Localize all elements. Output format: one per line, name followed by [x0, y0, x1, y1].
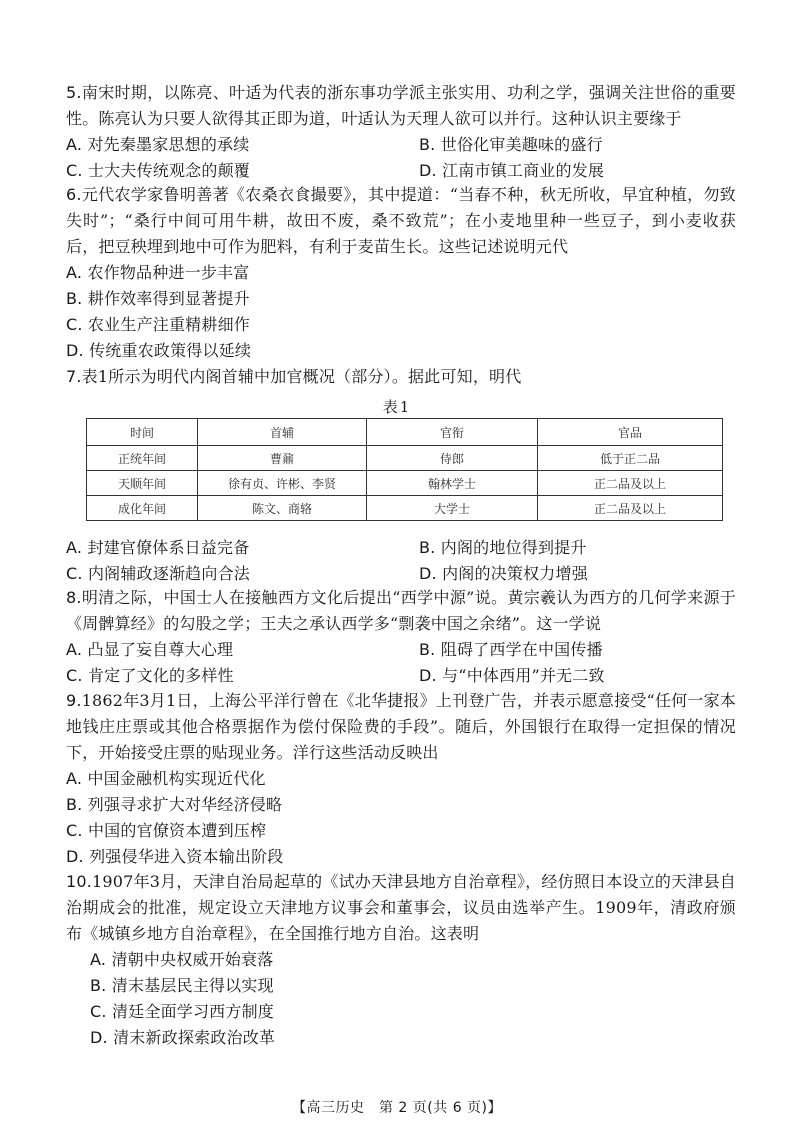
question-number: 6. [66, 185, 82, 204]
option-letter: B. [66, 795, 83, 814]
option-a[interactable] [66, 535, 419, 561]
option-c[interactable] [90, 999, 736, 1025]
table-cell: 低于正二品 [538, 446, 723, 471]
options-list [66, 766, 736, 870]
option-letter: A. [66, 135, 83, 154]
option-b[interactable] [66, 286, 736, 312]
column-header: 首辅 [198, 419, 367, 446]
options-list [66, 637, 736, 689]
question-number: 9. [66, 691, 82, 710]
option-text: 清末基层民主得以实现 [111, 976, 274, 995]
option-letter: B. [66, 289, 83, 308]
table-cell: 陈文、商辂 [198, 496, 367, 521]
data-table [86, 418, 723, 521]
question-10 [66, 869, 736, 1051]
option-b[interactable] [419, 637, 736, 663]
option-text: 农作物品种进一步丰富 [87, 263, 250, 282]
table-cell: 正二品及以上 [538, 471, 723, 496]
options-list [66, 260, 736, 364]
option-text: 列强侵华进入资本输出阶段 [89, 847, 284, 866]
option-a[interactable] [66, 260, 736, 286]
option-c[interactable] [66, 663, 419, 689]
option-letter: C. [66, 315, 83, 334]
option-letter: A. [66, 538, 83, 557]
table-row [87, 496, 723, 521]
question-6 [66, 182, 736, 364]
option-d[interactable] [419, 158, 736, 184]
table-cell: 正统年间 [87, 446, 198, 471]
table-cell: 徐有贞、许彬、李贤 [198, 471, 367, 496]
option-text: 阻碍了西学在中国传播 [440, 640, 603, 659]
option-text: 清朝中央权威开始衰落 [111, 950, 274, 969]
option-d[interactable] [66, 844, 736, 870]
question-7 [66, 364, 736, 390]
table-caption: 表1 [382, 398, 412, 416]
option-text: 列强寻求扩大对华经济侵略 [87, 795, 283, 814]
option-text: 清末新政探索政治改革 [113, 1028, 276, 1047]
question-stem [66, 869, 736, 947]
question-text: 南宋时期，以陈亮、叶适为代表的浙东事功学派主张实用、功利之学，强调关注世俗的重要性。陈亮认为只要人欲得其正即为道，叶适认为天理人欲可以并行。这种认识主要缘于 [66, 83, 736, 128]
option-letter: C. [66, 666, 83, 685]
column-header: 官衔 [367, 419, 538, 446]
question-stem [66, 80, 736, 132]
table-row [87, 471, 723, 496]
option-a[interactable] [66, 132, 419, 158]
option-letter: D. [419, 666, 437, 685]
option-c[interactable] [66, 158, 419, 184]
option-letter: B. [419, 538, 436, 557]
option-d[interactable] [66, 338, 736, 364]
option-letter: D. [419, 161, 437, 180]
option-letter: C. [90, 1002, 107, 1021]
column-header: 时间 [87, 419, 198, 446]
option-b[interactable] [419, 132, 736, 158]
option-a[interactable] [90, 947, 736, 973]
page-footer: 【高三历史 第 2 页(共 6 页)】 [291, 1100, 503, 1116]
question-text: 表1所示为明代内阁首辅中加官概况（部分）。据此可知，明代 [81, 367, 522, 386]
option-letter: C. [66, 821, 83, 840]
option-letter: A. [66, 769, 83, 788]
table-cell: 曹鼐 [198, 446, 367, 471]
table-cell: 天顺年间 [87, 471, 198, 496]
option-text: 士大夫传统观念的颠覆 [87, 161, 250, 180]
question-number: 5. [66, 83, 82, 102]
option-text: 耕作效率得到显著提升 [87, 289, 250, 308]
option-text: 内阁的决策权力增强 [442, 564, 588, 583]
table-cell: 翰林学士 [367, 471, 538, 496]
option-letter: D. [66, 847, 84, 866]
option-b[interactable] [66, 792, 736, 818]
option-text: 江南市镇工商业的发展 [442, 161, 605, 180]
option-text: 世俗化审美趣味的盛行 [440, 135, 603, 154]
question-5 [66, 80, 736, 184]
question-text: 明清之际，中国士人在接触西方文化后提出“西学中源”说。黄宗羲认为西方的几何学来源于《周髀算经》的勾股之学；王夫之承认西学多“剽袭中国之余绪”。这一学说 [66, 588, 736, 633]
option-text: 清廷全面学习西方制度 [111, 1002, 274, 1021]
option-letter: A. [90, 950, 107, 969]
options-list [66, 947, 736, 1051]
question-number: 10. [66, 872, 93, 891]
options-list [66, 132, 736, 184]
question-text: 1862年3月1日，上海公平洋行曾在《北华捷报》上刊登广告，并表示愿意接受“任何一家本地钱庄庄票或其他合格票据作为偿付保险费的手段”。随后，外国银行在取得一定担保的情况下，开始接受庄票的贴现业务。洋行这些活动反映出 [66, 691, 736, 762]
option-b[interactable] [419, 535, 736, 561]
option-letter: B. [419, 135, 436, 154]
option-a[interactable] [66, 766, 736, 792]
question-stem [66, 364, 736, 390]
option-text: 传统重农政策得以延续 [89, 341, 252, 360]
option-letter: C. [66, 564, 83, 583]
option-letter: D. [66, 341, 84, 360]
question-stem [66, 688, 736, 766]
option-letter: A. [66, 263, 83, 282]
table-row [87, 446, 723, 471]
option-c[interactable] [66, 561, 419, 587]
option-text: 中国的官僚资本遭到压榨 [87, 821, 267, 840]
option-letter: B. [90, 976, 107, 995]
table-cell: 大学士 [367, 496, 538, 521]
option-letter: C. [66, 161, 83, 180]
question-stem [66, 182, 736, 260]
option-d[interactable] [419, 663, 736, 689]
option-letter: A. [66, 640, 83, 659]
option-text: 对先秦墨家思想的承续 [87, 135, 250, 154]
question-7-options [66, 535, 736, 587]
question-text: 1907年3月，天津自治局起草的《试办天津县地方自治章程》，经仿照日本设立的天津县自治期成会的批准，规定设立天津地方议事会和董事会，议员由选举产生。1909年，清政府颁布《城镇乡地方自治章程》，在全国推行地方自治。这表明 [66, 872, 736, 943]
question-9 [66, 688, 736, 870]
option-letter: D. [419, 564, 437, 583]
table-cell: 侍郎 [367, 446, 538, 471]
option-text: 肯定了文化的多样性 [87, 666, 234, 685]
option-d[interactable] [419, 561, 736, 587]
option-text: 凸显了妄自尊大心理 [87, 640, 234, 659]
column-header: 官品 [538, 419, 723, 446]
option-text: 内阁辅政逐渐趋向合法 [87, 564, 250, 583]
option-text: 封建官僚体系日益完备 [87, 538, 250, 557]
question-number: 8. [66, 588, 82, 607]
question-text: 元代农学家鲁明善著《农桑衣食撮要》，其中提道：“当春不种，秋无所收，早宜种植，勿致失时”；“桑行中间可用牛耕，故田不废，桑不致荒”；在小麦地里种一些豆子，到小麦收获后，把豆秧埋到地中可作为肥料，有利于麦苗生长。这些记述说明元代 [66, 185, 736, 256]
question-number: 7. [66, 367, 82, 386]
table-cell: 成化年间 [87, 496, 198, 521]
option-text: 农业生产注重精耕细作 [87, 315, 250, 334]
table-header-row [87, 419, 723, 446]
table-cell: 正二品及以上 [538, 496, 723, 521]
option-c[interactable] [66, 312, 736, 338]
question-8 [66, 585, 736, 689]
option-letter: D. [90, 1028, 108, 1047]
option-text: 与“中体西用”并无二致 [442, 666, 605, 685]
option-b[interactable] [90, 973, 736, 999]
option-letter: B. [419, 640, 436, 659]
option-text: 中国金融机构实现近代化 [87, 769, 266, 788]
option-c[interactable] [66, 818, 736, 844]
option-text: 内阁的地位得到提升 [440, 538, 587, 557]
question-stem [66, 585, 736, 637]
option-d[interactable] [90, 1025, 736, 1051]
options-list [66, 535, 736, 587]
option-a[interactable] [66, 637, 419, 663]
